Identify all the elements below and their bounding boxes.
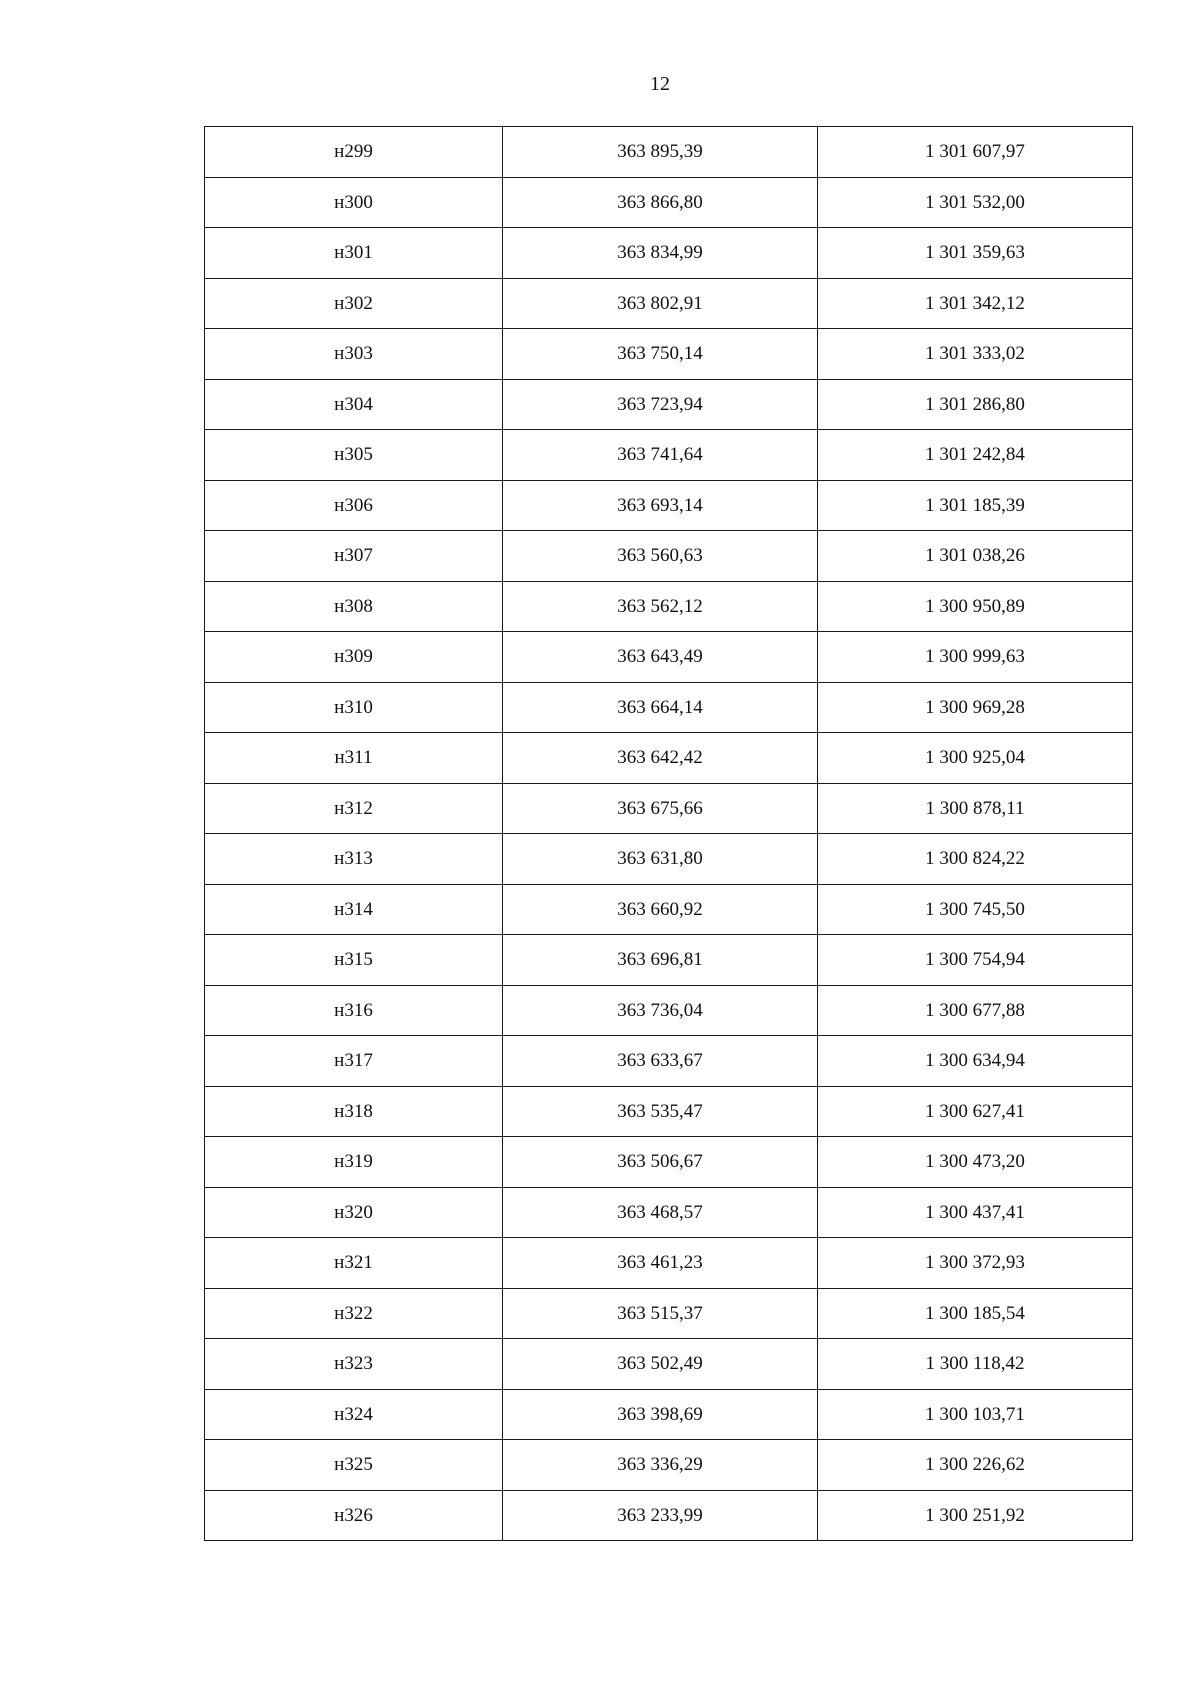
y-coordinate-cell: 1 301 607,97 bbox=[818, 127, 1133, 178]
point-cell: н315 bbox=[205, 935, 503, 986]
y-coordinate-cell: 1 300 372,93 bbox=[818, 1238, 1133, 1289]
y-coordinate-cell: 1 300 473,20 bbox=[818, 1137, 1133, 1188]
table-row bbox=[205, 1490, 1133, 1541]
point-cell: н300 bbox=[205, 177, 503, 228]
x-coordinate-cell: 363 866,80 bbox=[503, 177, 818, 228]
point-cell: н309 bbox=[205, 632, 503, 683]
table-row bbox=[205, 177, 1133, 228]
table-row bbox=[205, 985, 1133, 1036]
y-coordinate-cell: 1 300 185,54 bbox=[818, 1288, 1133, 1339]
y-coordinate-cell: 1 301 342,12 bbox=[818, 278, 1133, 329]
point-cell: н301 bbox=[205, 228, 503, 279]
table-row bbox=[205, 632, 1133, 683]
table-row bbox=[205, 1086, 1133, 1137]
point-cell: н326 bbox=[205, 1490, 503, 1541]
table-row bbox=[205, 884, 1133, 935]
point-cell: н318 bbox=[205, 1086, 503, 1137]
table-row bbox=[205, 834, 1133, 885]
x-coordinate-cell: 363 664,14 bbox=[503, 682, 818, 733]
x-coordinate-cell: 363 468,57 bbox=[503, 1187, 818, 1238]
x-coordinate-cell: 363 834,99 bbox=[503, 228, 818, 279]
table-row bbox=[205, 531, 1133, 582]
y-coordinate-cell: 1 300 103,71 bbox=[818, 1389, 1133, 1440]
table-row bbox=[205, 1440, 1133, 1491]
point-cell: н323 bbox=[205, 1339, 503, 1390]
y-coordinate-cell: 1 300 745,50 bbox=[818, 884, 1133, 935]
point-cell: н313 bbox=[205, 834, 503, 885]
x-coordinate-cell: 363 535,47 bbox=[503, 1086, 818, 1137]
table-row bbox=[205, 1288, 1133, 1339]
x-coordinate-cell: 363 696,81 bbox=[503, 935, 818, 986]
y-coordinate-cell: 1 301 532,00 bbox=[818, 177, 1133, 228]
point-cell: н307 bbox=[205, 531, 503, 582]
table-row bbox=[205, 935, 1133, 986]
point-cell: н303 bbox=[205, 329, 503, 380]
x-coordinate-cell: 363 736,04 bbox=[503, 985, 818, 1036]
point-cell: н299 bbox=[205, 127, 503, 178]
table-row bbox=[205, 733, 1133, 784]
y-coordinate-cell: 1 300 437,41 bbox=[818, 1187, 1133, 1238]
y-coordinate-cell: 1 300 950,89 bbox=[818, 581, 1133, 632]
y-coordinate-cell: 1 300 824,22 bbox=[818, 834, 1133, 885]
point-cell: н312 bbox=[205, 783, 503, 834]
point-cell: н311 bbox=[205, 733, 503, 784]
point-cell: н321 bbox=[205, 1238, 503, 1289]
table-row bbox=[205, 228, 1133, 279]
x-coordinate-cell: 363 461,23 bbox=[503, 1238, 818, 1289]
x-coordinate-cell: 363 693,14 bbox=[503, 480, 818, 531]
point-cell: н314 bbox=[205, 884, 503, 935]
point-cell: н302 bbox=[205, 278, 503, 329]
table-row bbox=[205, 278, 1133, 329]
table-row bbox=[205, 1137, 1133, 1188]
page-number: 12 bbox=[650, 73, 670, 95]
x-coordinate-cell: 363 562,12 bbox=[503, 581, 818, 632]
point-cell: н316 bbox=[205, 985, 503, 1036]
x-coordinate-cell: 363 502,49 bbox=[503, 1339, 818, 1390]
table-row bbox=[205, 1339, 1133, 1390]
x-coordinate-cell: 363 750,14 bbox=[503, 329, 818, 380]
x-coordinate-cell: 363 675,66 bbox=[503, 783, 818, 834]
table-row bbox=[205, 1389, 1133, 1440]
y-coordinate-cell: 1 300 969,28 bbox=[818, 682, 1133, 733]
y-coordinate-cell: 1 301 333,02 bbox=[818, 329, 1133, 380]
point-cell: н305 bbox=[205, 430, 503, 481]
y-coordinate-cell: 1 300 226,62 bbox=[818, 1440, 1133, 1491]
x-coordinate-cell: 363 723,94 bbox=[503, 379, 818, 430]
coordinates-table-body bbox=[205, 127, 1133, 1541]
point-cell: н322 bbox=[205, 1288, 503, 1339]
y-coordinate-cell: 1 300 754,94 bbox=[818, 935, 1133, 986]
y-coordinate-cell: 1 300 251,92 bbox=[818, 1490, 1133, 1541]
y-coordinate-cell: 1 301 185,39 bbox=[818, 480, 1133, 531]
point-cell: н325 bbox=[205, 1440, 503, 1491]
y-coordinate-cell: 1 300 999,63 bbox=[818, 632, 1133, 683]
table-row bbox=[205, 379, 1133, 430]
x-coordinate-cell: 363 233,99 bbox=[503, 1490, 818, 1541]
table-row bbox=[205, 480, 1133, 531]
y-coordinate-cell: 1 301 038,26 bbox=[818, 531, 1133, 582]
x-coordinate-cell: 363 802,91 bbox=[503, 278, 818, 329]
y-coordinate-cell: 1 300 118,42 bbox=[818, 1339, 1133, 1390]
table-row bbox=[205, 329, 1133, 380]
y-coordinate-cell: 1 300 634,94 bbox=[818, 1036, 1133, 1087]
table-row bbox=[205, 682, 1133, 733]
x-coordinate-cell: 363 560,63 bbox=[503, 531, 818, 582]
point-cell: н310 bbox=[205, 682, 503, 733]
x-coordinate-cell: 363 660,92 bbox=[503, 884, 818, 935]
y-coordinate-cell: 1 300 925,04 bbox=[818, 733, 1133, 784]
table-row bbox=[205, 127, 1133, 178]
coordinates-table bbox=[204, 126, 1133, 1541]
y-coordinate-cell: 1 300 627,41 bbox=[818, 1086, 1133, 1137]
table-row bbox=[205, 430, 1133, 481]
table-row bbox=[205, 783, 1133, 834]
point-cell: н317 bbox=[205, 1036, 503, 1087]
point-cell: н306 bbox=[205, 480, 503, 531]
x-coordinate-cell: 363 643,49 bbox=[503, 632, 818, 683]
point-cell: н320 bbox=[205, 1187, 503, 1238]
x-coordinate-cell: 363 633,67 bbox=[503, 1036, 818, 1087]
table-row bbox=[205, 1187, 1133, 1238]
x-coordinate-cell: 363 515,37 bbox=[503, 1288, 818, 1339]
y-coordinate-cell: 1 301 286,80 bbox=[818, 379, 1133, 430]
x-coordinate-cell: 363 336,29 bbox=[503, 1440, 818, 1491]
x-coordinate-cell: 363 895,39 bbox=[503, 127, 818, 178]
y-coordinate-cell: 1 300 677,88 bbox=[818, 985, 1133, 1036]
point-cell: н304 bbox=[205, 379, 503, 430]
table-row bbox=[205, 581, 1133, 632]
table-row bbox=[205, 1036, 1133, 1087]
point-cell: н308 bbox=[205, 581, 503, 632]
y-coordinate-cell: 1 300 878,11 bbox=[818, 783, 1133, 834]
y-coordinate-cell: 1 301 242,84 bbox=[818, 430, 1133, 481]
y-coordinate-cell: 1 301 359,63 bbox=[818, 228, 1133, 279]
x-coordinate-cell: 363 642,42 bbox=[503, 733, 818, 784]
x-coordinate-cell: 363 741,64 bbox=[503, 430, 818, 481]
table-row bbox=[205, 1238, 1133, 1289]
point-cell: н324 bbox=[205, 1389, 503, 1440]
x-coordinate-cell: 363 506,67 bbox=[503, 1137, 818, 1188]
x-coordinate-cell: 363 398,69 bbox=[503, 1389, 818, 1440]
x-coordinate-cell: 363 631,80 bbox=[503, 834, 818, 885]
point-cell: н319 bbox=[205, 1137, 503, 1188]
